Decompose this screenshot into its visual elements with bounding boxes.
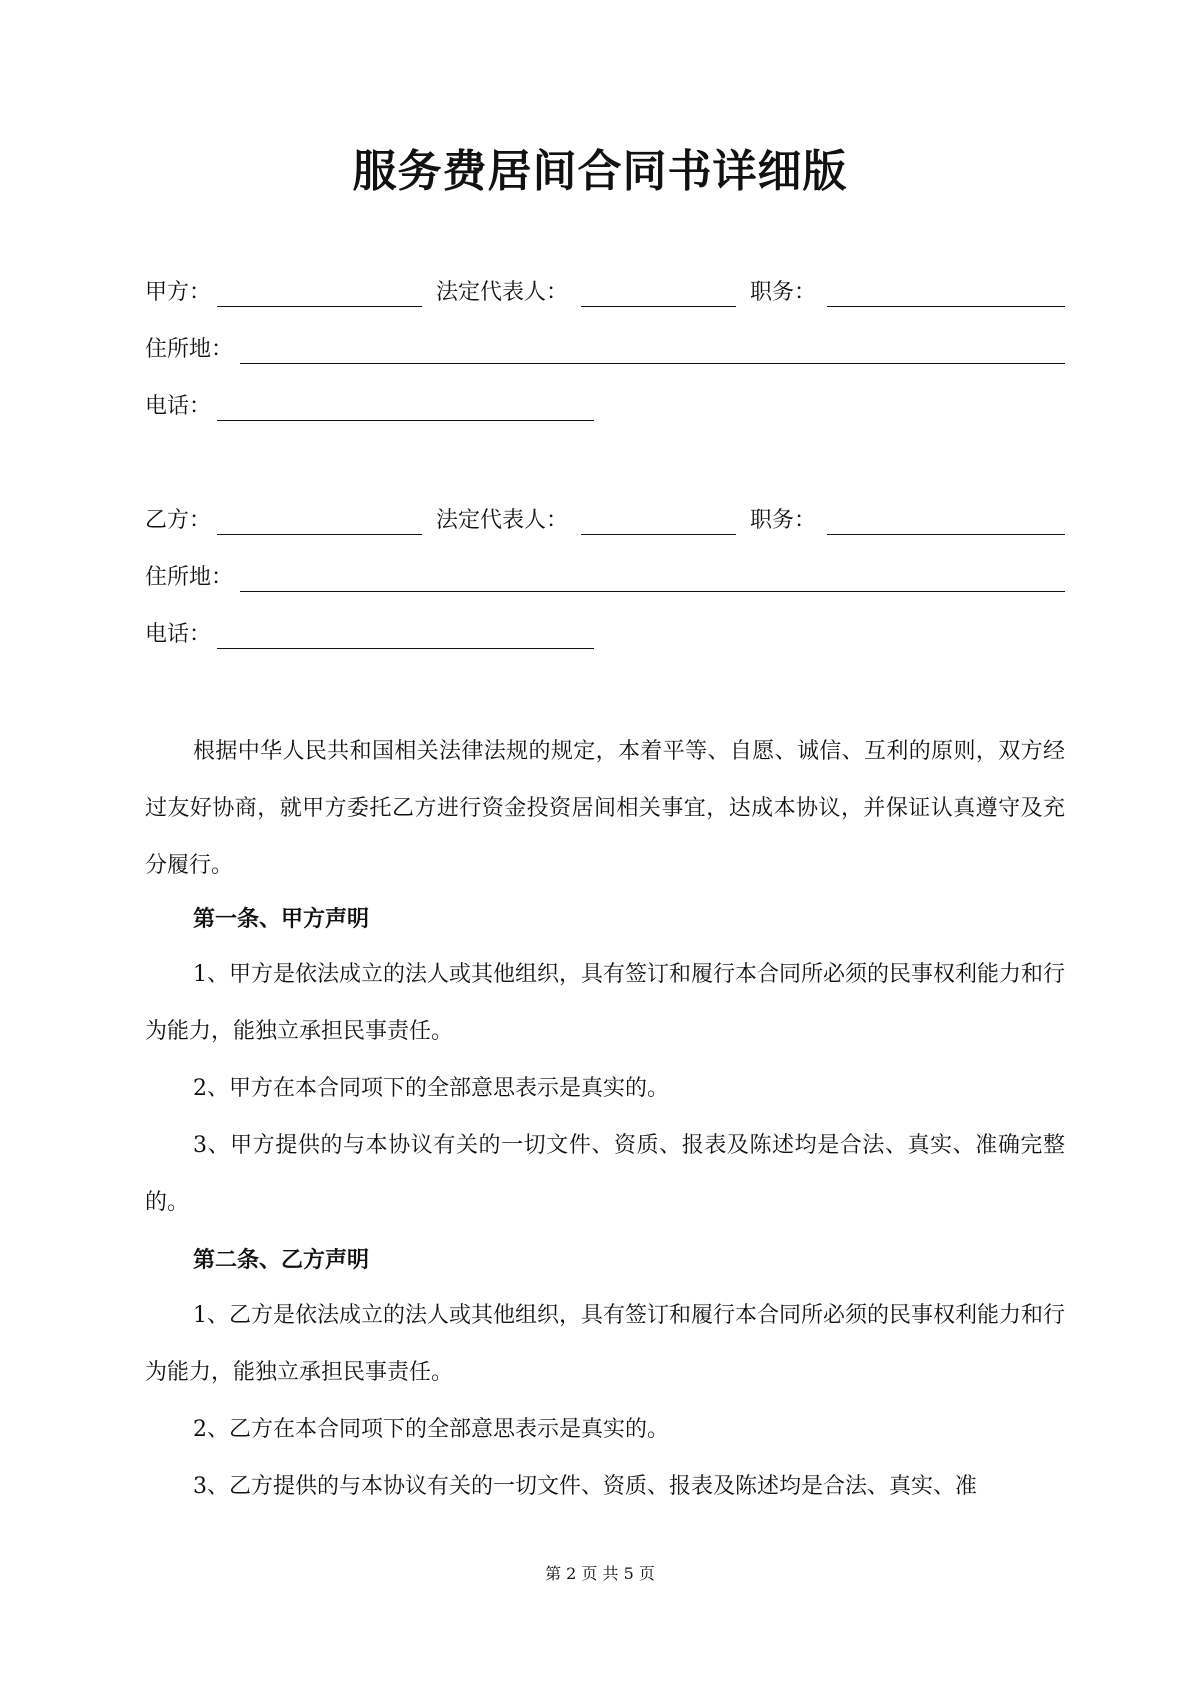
article-1-item-2: 2、甲方在本合同项下的全部意思表示是真实的。 <box>193 1076 669 1101</box>
party-b-label: 乙方： <box>145 508 212 533</box>
party-b-rep-label: 法定代表人： <box>436 508 569 533</box>
party-a-phone-row <box>145 390 1065 424</box>
article-2-item-1: 1、乙方是依法成立的法人或其他组织，具有签订和履行本合同所必须的民事权利能力和行为能力，能独立承担民事责任。 <box>145 1303 1066 1385</box>
party-b-rep-blank <box>581 534 736 535</box>
party-b-position-blank <box>827 534 1065 535</box>
page-footer: 第 2 页 共 5 页 <box>545 1564 655 1583</box>
party-b-blank <box>217 534 422 535</box>
party-b-phone-row <box>145 618 1065 652</box>
party-a-rep-blank <box>581 306 736 307</box>
party-a-position-label: 职务： <box>750 280 817 305</box>
party-b-address-label: 住所地： <box>145 565 234 590</box>
party-a-label: 甲方： <box>145 280 212 305</box>
party-a-address-blank <box>240 363 1065 364</box>
party-a-address-label: 住所地： <box>145 337 234 362</box>
article-1-item-3: 3、甲方提供的与本协议有关的一切文件、资质、报表及陈述均是合法、真实、准确完整的。 <box>145 1133 1065 1215</box>
party-b-phone-label: 电话： <box>145 622 212 647</box>
party-a-phone-blank <box>217 420 594 421</box>
party-a-blank <box>217 306 422 307</box>
document-title: 服务费居间合同书详细版 <box>352 146 848 197</box>
party-b-address-blank <box>240 591 1065 592</box>
party-a-address-row <box>145 333 1065 367</box>
party-a-phone-label: 电话： <box>145 394 212 419</box>
intro-paragraph: 根据中华人民共和国相关法律法规的规定，本着平等、自愿、诚信、互利的原则，双方经过友好协商，就甲方委托乙方进行资金投资居间相关事宜，达成本协议，并保证认真遵守及充分履行。 <box>145 739 1065 878</box>
article-1-item-1: 1、甲方是依法成立的法人或其他组织，具有签订和履行本合同所必须的民事权利能力和行为能力，能独立承担民事责任。 <box>145 962 1066 1044</box>
party-b-position-label: 职务： <box>750 508 817 533</box>
party-a-row <box>145 276 1065 310</box>
article-2-heading: 第二条、乙方声明 <box>193 1247 370 1273</box>
article-1-heading: 第一条、甲方声明 <box>193 906 370 932</box>
party-b-address-row <box>145 561 1065 595</box>
party-b-row <box>145 504 1065 538</box>
article-2-item-2: 2、乙方在本合同项下的全部意思表示是真实的。 <box>193 1417 669 1442</box>
article-2-item-3: 3、乙方提供的与本协议有关的一切文件、资质、报表及陈述均是合法、真实、准 <box>193 1474 977 1499</box>
party-b-phone-blank <box>217 648 594 649</box>
party-a-rep-label: 法定代表人： <box>436 280 569 305</box>
party-a-position-blank <box>827 306 1065 307</box>
